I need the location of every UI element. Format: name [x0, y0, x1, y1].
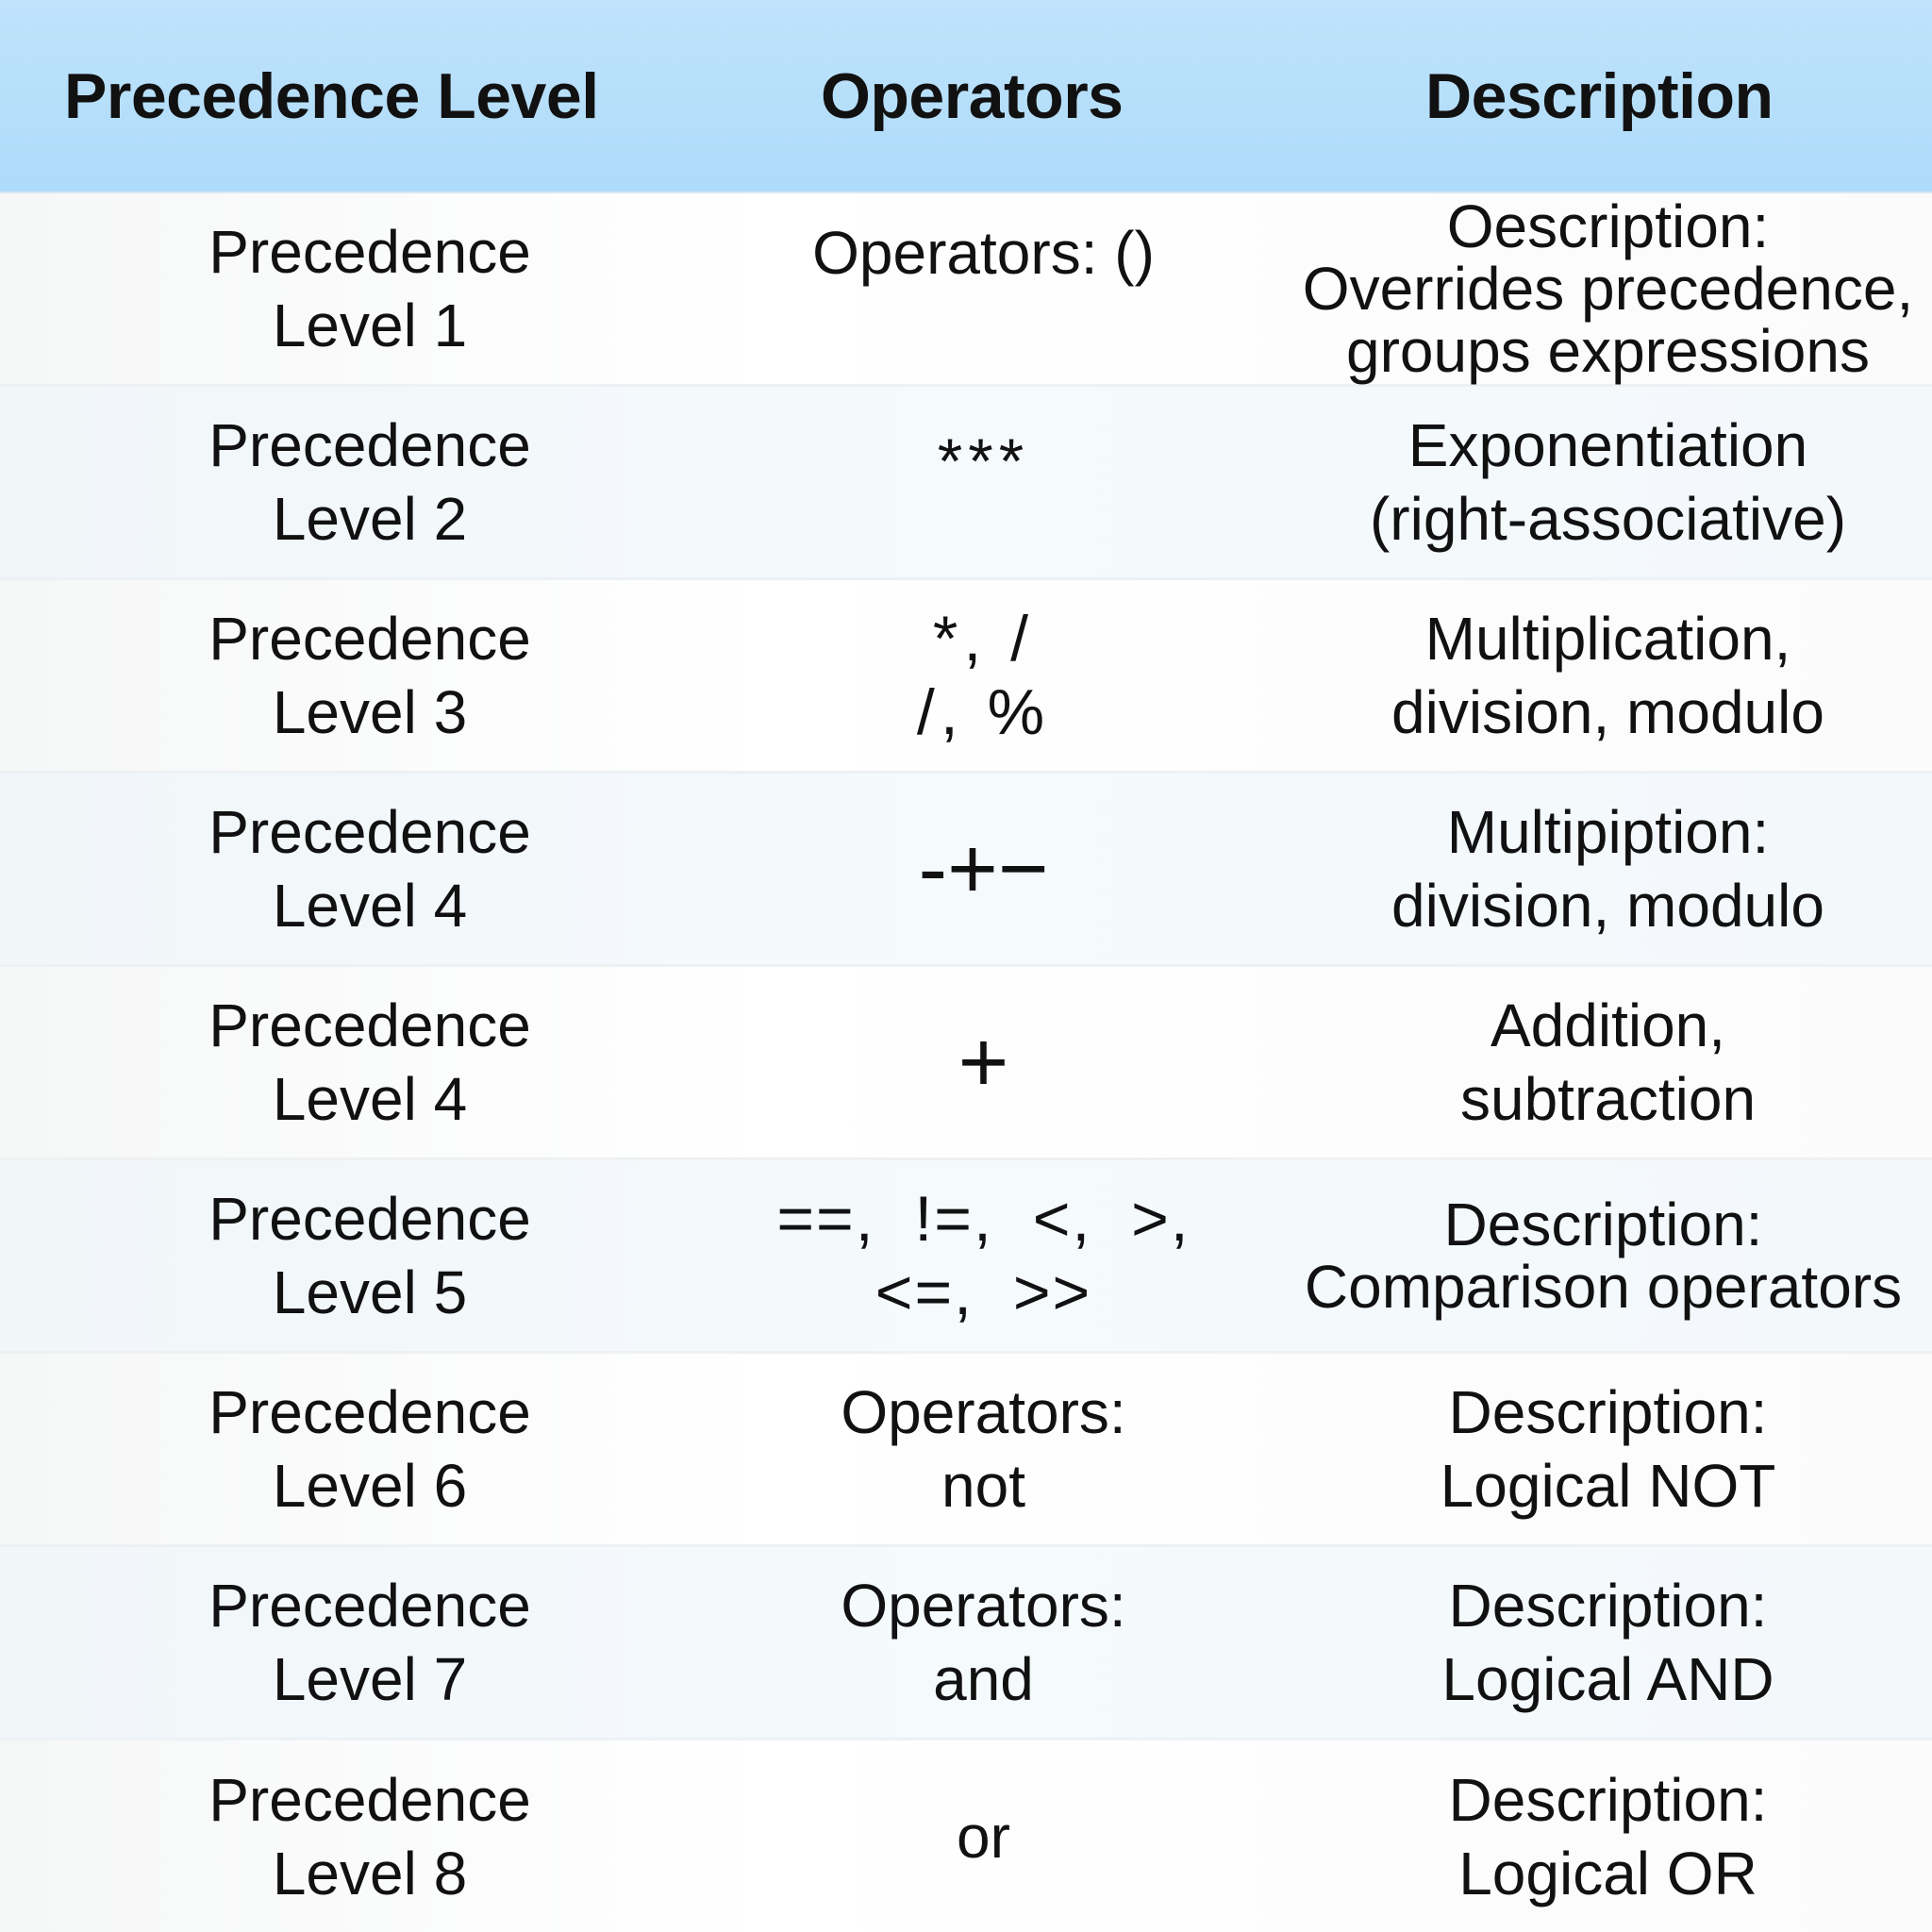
table-row: [0, 1354, 1932, 1547]
description-line: Logical AND: [1441, 1645, 1774, 1713]
level-cell: [0, 193, 683, 384]
level-cell: [0, 1547, 683, 1738]
description-line: Overrides precedence,: [1302, 255, 1914, 323]
operators-cell: [683, 580, 1274, 771]
table-header: [0, 0, 1932, 193]
level-line: Level 6: [272, 1452, 468, 1520]
level-cell: [0, 1160, 683, 1351]
level-line: Precedence: [208, 1765, 531, 1834]
description-cell: [1274, 967, 1932, 1158]
operators-cell: [683, 1354, 1274, 1544]
operators-line: and: [933, 1645, 1034, 1713]
column-header-operators: Operators: [821, 59, 1124, 132]
level-line: Precedence: [208, 1378, 531, 1446]
operators-cell: [683, 1740, 1274, 1932]
operators-line: ==, !=, <, >,: [776, 1183, 1191, 1255]
operators-line: or: [957, 1802, 1010, 1871]
level-line: Level 4: [272, 872, 468, 940]
level-line: Precedence: [208, 991, 531, 1059]
table-row: [0, 580, 1932, 774]
description-cell: [1274, 1354, 1932, 1544]
table-row: [0, 967, 1932, 1160]
description-line: groups expressions: [1346, 317, 1870, 385]
table-row: [0, 1547, 1932, 1740]
description-line: Description:: [1448, 1765, 1768, 1834]
table-row: [0, 1740, 1932, 1932]
description-line: Logical NOT: [1440, 1452, 1776, 1520]
description-line: Exponentiation: [1407, 411, 1808, 479]
level-line: Precedence: [208, 798, 531, 866]
description-cell: [1274, 1160, 1932, 1351]
column-header-level: Precedence Level: [64, 59, 599, 132]
level-line: Level 3: [272, 678, 468, 746]
level-cell: [0, 387, 683, 577]
level-line: Precedence: [208, 1185, 531, 1253]
table-row: [0, 774, 1932, 967]
level-line: Precedence: [208, 605, 531, 673]
operators-line: <=, >>: [874, 1257, 1092, 1328]
description-line: Description:: [1448, 1378, 1768, 1446]
operators-line: Operators:: [841, 1572, 1126, 1640]
description-line: Addition,: [1490, 991, 1726, 1059]
level-line: Precedence: [208, 218, 531, 286]
description-cell: [1274, 580, 1932, 771]
operators-cell: [683, 967, 1274, 1158]
level-line: Level 7: [272, 1645, 468, 1713]
description-cell: [1274, 193, 1932, 384]
level-cell: [0, 580, 683, 771]
description-line: Description:: [1448, 1572, 1768, 1640]
level-line: Precedence: [208, 411, 531, 479]
operators-cell: [683, 1547, 1274, 1738]
description-cell: [1274, 387, 1932, 577]
description-line: Multipiption:: [1446, 798, 1770, 866]
description-line: Logical OR: [1458, 1839, 1757, 1907]
operators-line: /, %: [916, 676, 1051, 748]
description-line: Comparison operators: [1304, 1253, 1903, 1321]
column-header-description: Description: [1425, 59, 1774, 132]
operators-cell: [683, 774, 1274, 964]
level-line: Level 8: [272, 1839, 468, 1907]
level-cell: [0, 1740, 683, 1932]
level-line: Level 1: [272, 291, 468, 359]
level-cell: [0, 1354, 683, 1544]
table-row: [0, 1160, 1932, 1354]
description-line: Oescription:: [1446, 192, 1770, 260]
description-line: Multiplication,: [1424, 605, 1791, 673]
level-cell: [0, 774, 683, 964]
description-line: division, modulo: [1391, 872, 1824, 940]
operators-line: Operators:: [841, 1378, 1126, 1446]
operators-line: *, /: [932, 603, 1035, 675]
operators-cell: [683, 1160, 1274, 1351]
level-line: Level 2: [272, 485, 468, 553]
level-line: Level 4: [272, 1065, 468, 1133]
operators-line: not: [941, 1452, 1025, 1520]
table-row: [0, 387, 1932, 580]
level-line: Precedence: [208, 1572, 531, 1640]
description-cell: [1274, 1547, 1932, 1738]
operators-line: -+−: [918, 821, 1049, 917]
description-line: subtraction: [1459, 1065, 1757, 1133]
operators-line: Operators: (): [812, 219, 1155, 287]
operators-cell: [683, 387, 1274, 577]
description-line: division, modulo: [1391, 678, 1824, 746]
description-cell: [1274, 774, 1932, 964]
operators-cell: [683, 193, 1274, 384]
operators-line: ***: [937, 425, 1030, 497]
operators-line: +: [958, 1014, 1009, 1110]
description-cell: [1274, 1740, 1932, 1932]
level-cell: [0, 967, 683, 1158]
description-line: (right-associative): [1369, 485, 1847, 553]
table-row: [0, 193, 1932, 387]
description-line: Description:: [1443, 1191, 1763, 1258]
level-line: Level 5: [272, 1258, 468, 1326]
